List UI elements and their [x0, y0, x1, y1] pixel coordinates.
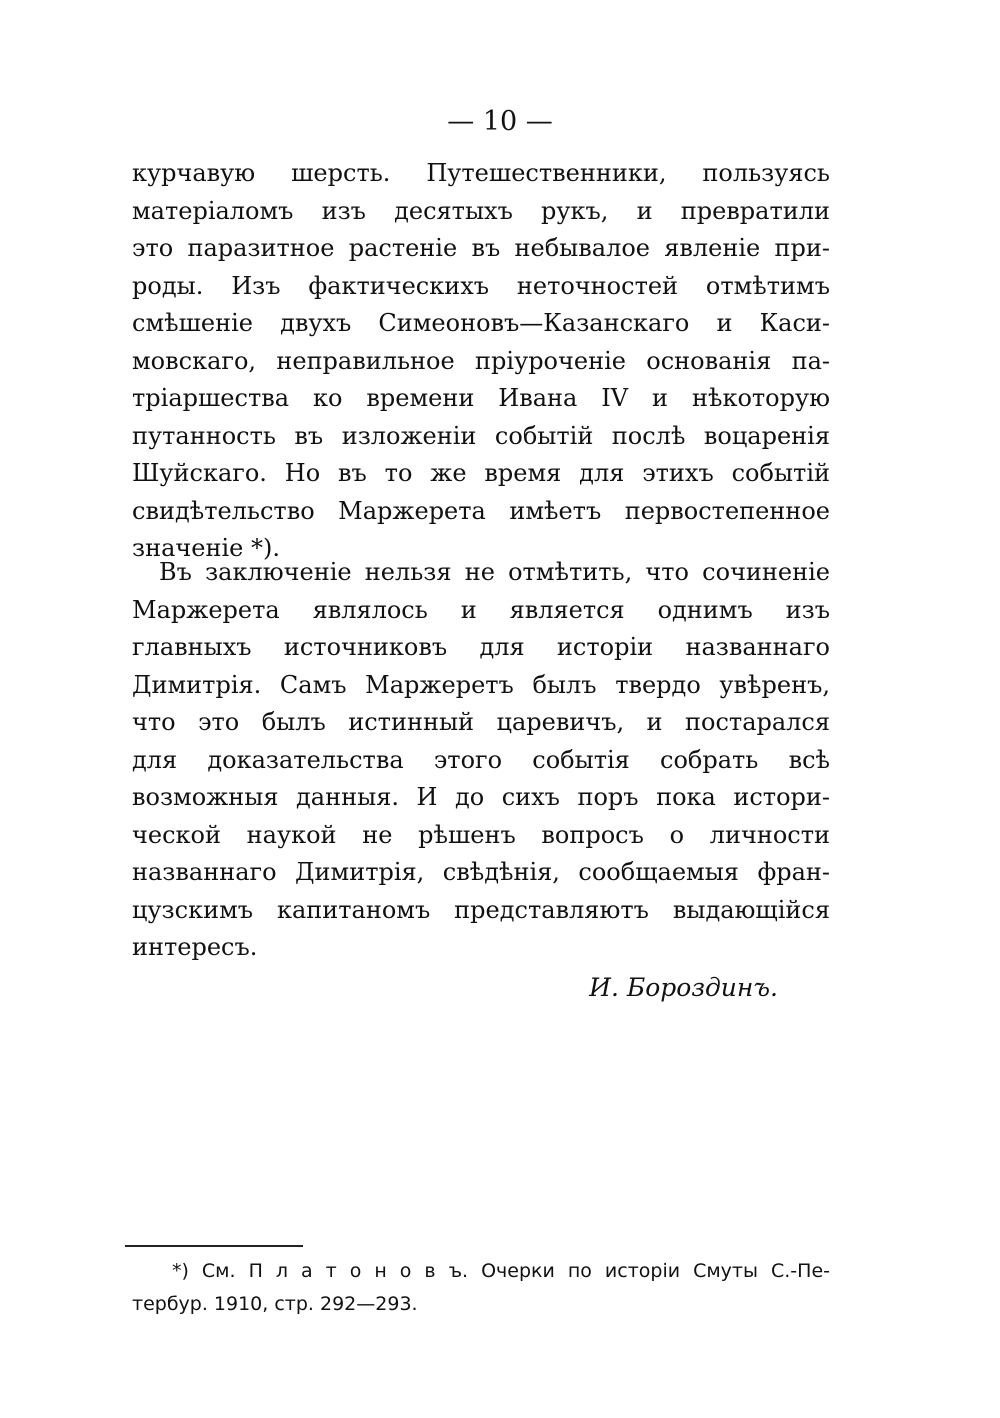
text-line: ческой наукой не рѣшенъ вопросъ о личности	[132, 820, 830, 849]
text-line: интересъ.	[132, 933, 258, 961]
text-line: Шуйскаго. Но въ то же время для этихъ событій	[132, 459, 830, 487]
text-line: Маржерета являлось и является однимъ изъ	[132, 595, 830, 624]
paragraph-1	[132, 155, 830, 568]
text-line: тріаршества ко времени Ивана IV и нѣкоторую	[132, 384, 830, 412]
footnote-divider	[125, 1245, 303, 1247]
text-line: возможныя данныя. И до сихъ поръ пока истори-	[132, 783, 830, 811]
text-line: роды. Изъ фактическихъ неточностей отмѣтимъ	[132, 271, 830, 300]
text-line: мовскаго, неправильное пріуроченіе основанія па-	[132, 346, 830, 375]
text-line: значеніе *).	[132, 534, 280, 562]
text-line: Димитрія. Самъ Маржеретъ былъ твердо увѣренъ,	[132, 670, 830, 699]
text-line: главныхъ источниковъ для исторіи названнаго	[132, 633, 830, 661]
author-signature: И. Бороздинъ.	[589, 973, 778, 1002]
text-line: что это былъ истинный царевичъ, и постарался	[132, 708, 830, 736]
text-line: Въ заключеніе нельзя не отмѣтить, что сочиненіе	[159, 558, 830, 586]
text-line: для доказательства этого событія собрать всѣ	[132, 745, 830, 774]
page-number: — 10 —	[447, 106, 553, 137]
text-line: цузскимъ капитаномъ представляютъ выдающійся	[132, 895, 830, 924]
footnote-line: *) См. П л а т о н о в ъ. Очерки по исторіи Смуты С.-Пе-	[172, 1260, 830, 1282]
text-line: матеріаломъ изъ десятыхъ рукъ, и превратили	[132, 196, 830, 225]
text-line: курчавую шерсть. Путешественники, пользуясь	[132, 159, 830, 187]
text-line: свидѣтельство Маржерета имѣетъ первостепенное	[132, 496, 830, 525]
text-line: названнаго Димитрія, свѣдѣнія, сообщаемыя фран-	[132, 858, 830, 886]
footnote-line: тербур. 1910, стр. 292—293.	[132, 1293, 418, 1315]
paragraph-2	[132, 554, 830, 967]
footnote	[132, 1255, 830, 1321]
text-line: это паразитное растеніе въ небывалое явленіе при-	[132, 234, 830, 262]
text-line: путанность въ изложеніи событій послѣ воцаренія	[132, 421, 830, 450]
text-line: смѣшеніе двухъ Симеоновъ—Казанскаго и Каси-	[132, 309, 830, 337]
